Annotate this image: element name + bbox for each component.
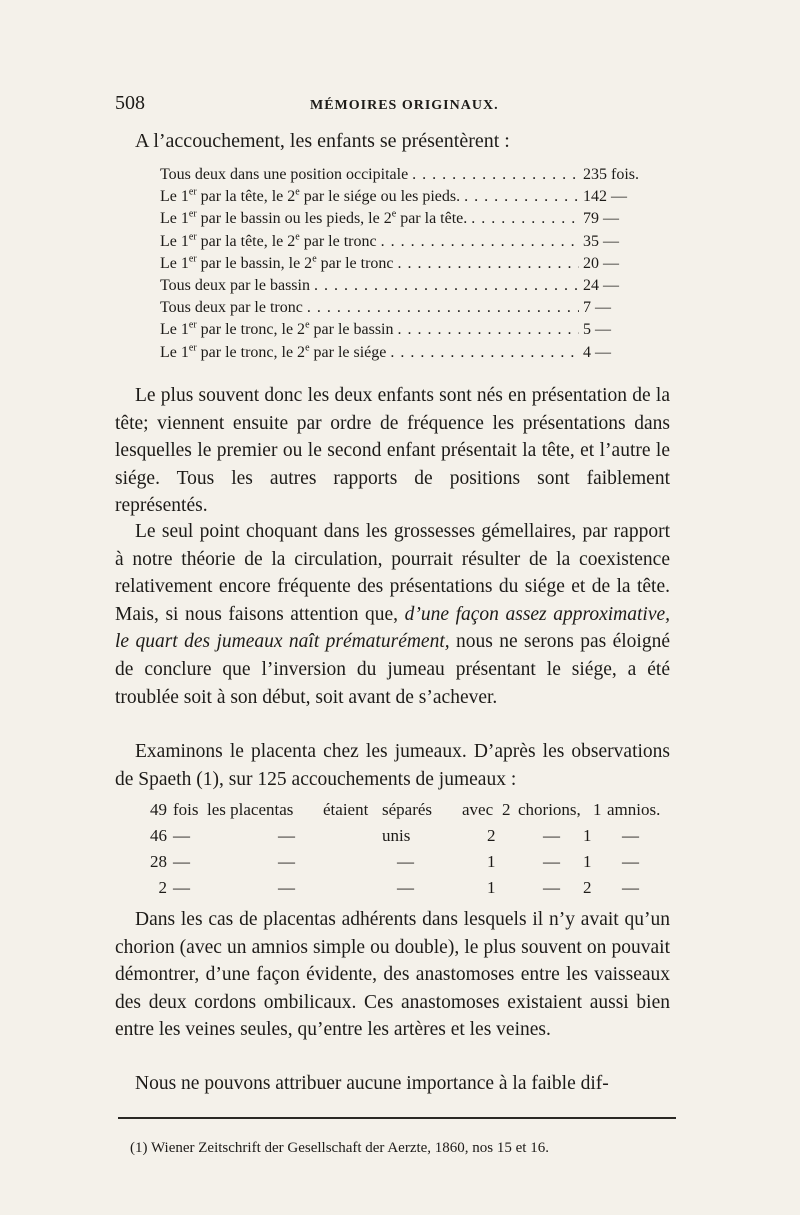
placenta-cell-e: 1 bbox=[487, 878, 496, 897]
paragraph-1 bbox=[115, 382, 670, 520]
label-fragment: Tous deux par le bassin bbox=[160, 276, 310, 294]
placenta-cell-fois: — bbox=[173, 878, 190, 897]
presentation-row bbox=[160, 277, 655, 299]
paragraph-3-text: Examinons le placenta chez les jumeaux. D’après les observations de Spaeth (1), sur 125 accouchements de jumeaux : bbox=[115, 741, 670, 790]
leader-dots bbox=[412, 166, 579, 184]
placenta-cell-e: 1 bbox=[487, 852, 496, 871]
label-fragment: par le siége ou les pieds. bbox=[299, 188, 461, 206]
leader-dots bbox=[307, 299, 579, 317]
placenta-cell-fois: — bbox=[173, 826, 190, 845]
ordinal-suffix: er bbox=[188, 253, 197, 265]
placenta-cell-b: étaient bbox=[323, 800, 369, 819]
p2-before: Le seul point choquant dans les grossesses gémellaires, par rapport à notre théorie de la circulation, pourrait résulter de la coexistence relativement encore fréquente des présentations du siége et de la tête. Mais, si nous faisons attention que, bbox=[115, 521, 670, 625]
ordinal-suffix: e bbox=[305, 342, 310, 354]
placenta-cell-h: — bbox=[622, 826, 639, 845]
paragraph-2-text bbox=[115, 518, 670, 711]
placenta-cell-b: — bbox=[278, 852, 295, 871]
presentation-count: 35 — bbox=[583, 232, 619, 250]
placenta-cell-c: séparés bbox=[382, 800, 433, 819]
page-number: 508 bbox=[115, 92, 145, 114]
paragraph-4 bbox=[115, 906, 670, 1044]
label-fragment: par la tête. bbox=[396, 210, 468, 228]
presentation-label bbox=[160, 277, 310, 295]
page-header bbox=[115, 92, 655, 122]
leader-dots bbox=[464, 188, 579, 206]
placenta-cell-a: les placentas bbox=[207, 800, 294, 819]
presentation-row bbox=[160, 166, 655, 188]
label-fragment: Le 1 bbox=[160, 210, 189, 228]
ordinal-suffix: e bbox=[305, 319, 310, 331]
placenta-cell-h: amnios. bbox=[607, 800, 661, 819]
presentation-label bbox=[160, 344, 386, 362]
label-fragment: par le tronc, le 2 bbox=[196, 343, 306, 361]
leader-dots bbox=[390, 344, 579, 362]
paragraph-5-text: Nous ne pouvons attribuer aucune importance à la faible dif- bbox=[135, 1073, 609, 1094]
presentation-label bbox=[160, 188, 460, 206]
label-fragment: par le tronc, le 2 bbox=[196, 321, 306, 339]
label-fragment: par le tronc bbox=[299, 232, 377, 250]
presentation-label bbox=[160, 321, 394, 339]
leader-dots bbox=[471, 210, 579, 228]
placenta-row bbox=[145, 852, 670, 878]
label-fragment: Le 1 bbox=[160, 232, 189, 250]
placenta-cell-h: — bbox=[622, 878, 639, 897]
intro-line: A l’accouchement, les enfants se présentèrent : bbox=[135, 130, 510, 152]
label-fragment: par le siége bbox=[309, 343, 387, 361]
paragraph-1-text: Le plus souvent donc les deux enfants sont nés en présentation de la tête; viennent ensuite par ordre de fréquence les présentations dans lesquelles le premier ou le second enfant présentait la tête, et l’autre le siége. Tous les autres rapports de positions sont faiblement représentés. bbox=[115, 385, 670, 517]
placenta-cell-h: — bbox=[622, 852, 639, 871]
presentation-label bbox=[160, 166, 408, 184]
placenta-cell-d: avec bbox=[462, 800, 494, 819]
placenta-cell-g: 1 bbox=[583, 852, 592, 871]
running-head: MÉMOIRES ORIGINAUX. bbox=[310, 98, 499, 113]
presentation-row bbox=[160, 344, 655, 366]
paragraph-3 bbox=[115, 738, 670, 793]
presentation-label bbox=[160, 233, 377, 251]
presentation-list bbox=[160, 166, 655, 366]
p2-after: nous ne serons pas éloigné de conclure que l’inversion du jumeau présentant le siége, a été troublée soit à son début, soit avant de s’achever. bbox=[115, 631, 670, 708]
presentation-label bbox=[160, 210, 467, 228]
label-fragment: par le bassin, le 2 bbox=[196, 254, 313, 272]
leader-dots bbox=[381, 233, 579, 251]
placenta-cell-fois: fois bbox=[173, 800, 199, 819]
label-fragment: Le 1 bbox=[160, 343, 189, 361]
placenta-cell-f: — bbox=[543, 852, 560, 871]
presentation-row bbox=[160, 299, 655, 321]
presentation-count: 235 fois. bbox=[583, 166, 639, 183]
presentation-label bbox=[160, 299, 303, 317]
label-fragment: par le bassin ou les pieds, le 2 bbox=[196, 210, 392, 228]
leader-dots bbox=[314, 277, 579, 295]
placenta-cell-n: 2 bbox=[158, 878, 167, 897]
p2-italic: d’une façon assez approximative, le quart des jumeaux naît prématurément, bbox=[115, 603, 671, 653]
label-fragment: Le 1 bbox=[160, 188, 189, 206]
label-fragment: Tous deux par le tronc bbox=[160, 299, 303, 317]
placenta-cell-c: unis bbox=[382, 826, 411, 845]
presentation-row bbox=[160, 233, 655, 255]
ordinal-suffix: e bbox=[295, 186, 300, 198]
placenta-cell-g: 2 bbox=[583, 878, 592, 897]
presentation-count: 24 — bbox=[583, 276, 619, 294]
placenta-cell-fois: — bbox=[173, 852, 190, 871]
presentation-row bbox=[160, 255, 655, 277]
placenta-cell-c: — bbox=[397, 852, 414, 871]
placenta-cell-n: 46 bbox=[150, 826, 167, 845]
placenta-cell-n: 28 bbox=[150, 852, 167, 871]
label-fragment: par la tête, le 2 bbox=[196, 232, 296, 250]
placenta-row bbox=[145, 878, 670, 904]
presentation-row bbox=[160, 188, 655, 210]
ordinal-suffix: e bbox=[295, 231, 300, 243]
placenta-row bbox=[145, 800, 670, 826]
label-fragment: Tous deux dans une position occipitale bbox=[160, 166, 409, 183]
placenta-table bbox=[145, 800, 670, 904]
presentation-row bbox=[160, 321, 655, 343]
presentation-count: 79 — bbox=[583, 210, 619, 228]
label-fragment: Le 1 bbox=[160, 321, 189, 339]
placenta-row bbox=[145, 826, 670, 852]
ordinal-suffix: er bbox=[188, 342, 197, 354]
placenta-cell-b: — bbox=[278, 826, 295, 845]
placenta-cell-e: 2 bbox=[502, 800, 511, 819]
ordinal-suffix: e bbox=[391, 209, 397, 221]
placenta-cell-g: 1 bbox=[583, 826, 592, 845]
ordinal-suffix: er bbox=[188, 209, 197, 221]
footnote: (1) Wiener Zeitschrift der Gesellschaft der Aerzte, 1860, nos 15 et 16. bbox=[130, 1140, 549, 1156]
presentation-count: 7 — bbox=[583, 299, 611, 317]
ordinal-suffix: er bbox=[188, 231, 197, 243]
label-fragment: par la tête, le 2 bbox=[196, 188, 296, 206]
leader-dots bbox=[398, 255, 580, 273]
label-fragment: Le 1 bbox=[160, 254, 189, 272]
paragraph-4-text: Dans les cas de placentas adhérents dans lesquels il n’y avait qu’un chorion (avec un amnios simple ou double), le plus souvent on pouvait démontrer, d’une façon évidente, des anastomoses entre les vaisseaux des deux cordons ombilicaux. Ces anastomoses existaient aussi bien entre les veines seules, qu’entre les artères et les veines. bbox=[115, 909, 670, 1041]
placenta-cell-f: — bbox=[543, 878, 560, 897]
placenta-cell-e: 2 bbox=[487, 826, 496, 845]
paragraph-2 bbox=[115, 518, 670, 711]
presentation-count: 142 — bbox=[583, 188, 627, 206]
label-fragment: par le tronc bbox=[316, 254, 394, 272]
ordinal-suffix: er bbox=[188, 186, 197, 198]
placenta-cell-f: — bbox=[543, 826, 560, 845]
placenta-cell-f: chorions, bbox=[518, 800, 581, 819]
presentation-count: 5 — bbox=[583, 321, 611, 339]
placenta-cell-n: 49 bbox=[150, 800, 167, 819]
presentation-label bbox=[160, 255, 394, 273]
presentation-count: 4 — bbox=[583, 343, 611, 361]
placenta-cell-g: 1 bbox=[593, 800, 602, 819]
placenta-cell-b: — bbox=[278, 878, 295, 897]
label-fragment: par le bassin bbox=[309, 321, 394, 339]
ordinal-suffix: e bbox=[312, 253, 317, 265]
paragraph-5 bbox=[115, 1070, 670, 1098]
presentation-count: 20 — bbox=[583, 254, 619, 272]
ordinal-suffix: er bbox=[188, 319, 197, 331]
footnote-rule bbox=[118, 1117, 676, 1119]
presentation-row bbox=[160, 210, 655, 232]
leader-dots bbox=[398, 321, 580, 339]
placenta-cell-c: — bbox=[397, 878, 414, 897]
